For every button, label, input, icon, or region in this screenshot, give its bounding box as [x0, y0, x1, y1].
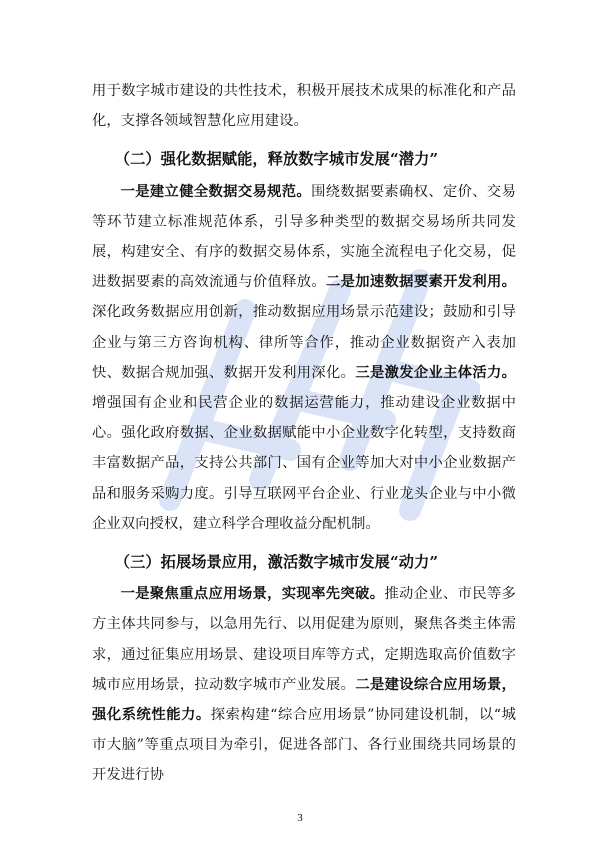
bold-run: 二是建设综合应用场景，强化系统性能力。	[92, 676, 516, 724]
bold-run: 二是加速数据要素开发利用。	[326, 274, 516, 291]
bold-run: 一是建立健全数据交易规范。	[120, 183, 312, 200]
text-run: 增强国有企业和民营企业的数据运营能力，推动建设企业数据中心。强化政府数据、企业数据赋能中小企业数字化转型，支持数商丰富数据产品，支持公共部门、国有企业等加大对中小企业数据产品和服务采购力度。引导互联网平台企业、行业龙头企业与中小微企业双向授权，建立科学合理收益分配机制。	[92, 395, 516, 532]
body-paragraph	[92, 177, 516, 539]
text-run: 深化政务数据应用创新，推动数据应用场景示范建设；鼓励和引导企业与第三方咨询机构、律所等合作，推动企业数据资产入表加快、数据合规加强、数据开发利用深化。	[92, 304, 516, 381]
section-spacer	[92, 539, 516, 547]
text-run: 推动企业、市民等多方主体共同参与，以急用先行、以用促建为原则，聚焦各类主体需求，通过征集应用场景、建设项目库等方式，定期选取高价值数字城市应用场景，拉动数字城市产业发展。	[92, 586, 516, 693]
section-heading	[92, 144, 516, 174]
document-body	[92, 76, 516, 791]
page-number: 3	[297, 812, 303, 824]
body-paragraph	[92, 76, 516, 136]
bold-run: 一是聚焦重点应用场景，实现率先突破。	[120, 586, 385, 603]
bold-run: （三）拓展场景应用，激活数字城市发展“动力”	[114, 553, 439, 572]
text-run: 围绕数据要素确权、定价、交易等环节建立标准规范体系，引导多种类型的数据交易场所共同发展，构建安全、有序的数据交易体系，实施全流程电子化交易，促进数据要素的高效流通与价值释放。	[92, 183, 516, 291]
bold-run: 三是激发企业主体活力。	[355, 364, 516, 381]
body-paragraph	[92, 579, 516, 790]
text-run: 用于数字城市建设的共性技术，积极开展技术成果的标准化和产品化，支撑各领域智慧化应用建设。	[92, 83, 516, 130]
section-heading	[92, 547, 516, 577]
bold-run: （二）强化数据赋能，释放数字城市发展“潜力”	[114, 150, 439, 169]
text-run: 探索构建“综合应用场景”协同建设机制，以“城市大脑”等重点项目为牵引，促进各部门、各行业围绕共同场景的开发进行协	[92, 707, 516, 784]
section-spacer	[92, 136, 516, 144]
